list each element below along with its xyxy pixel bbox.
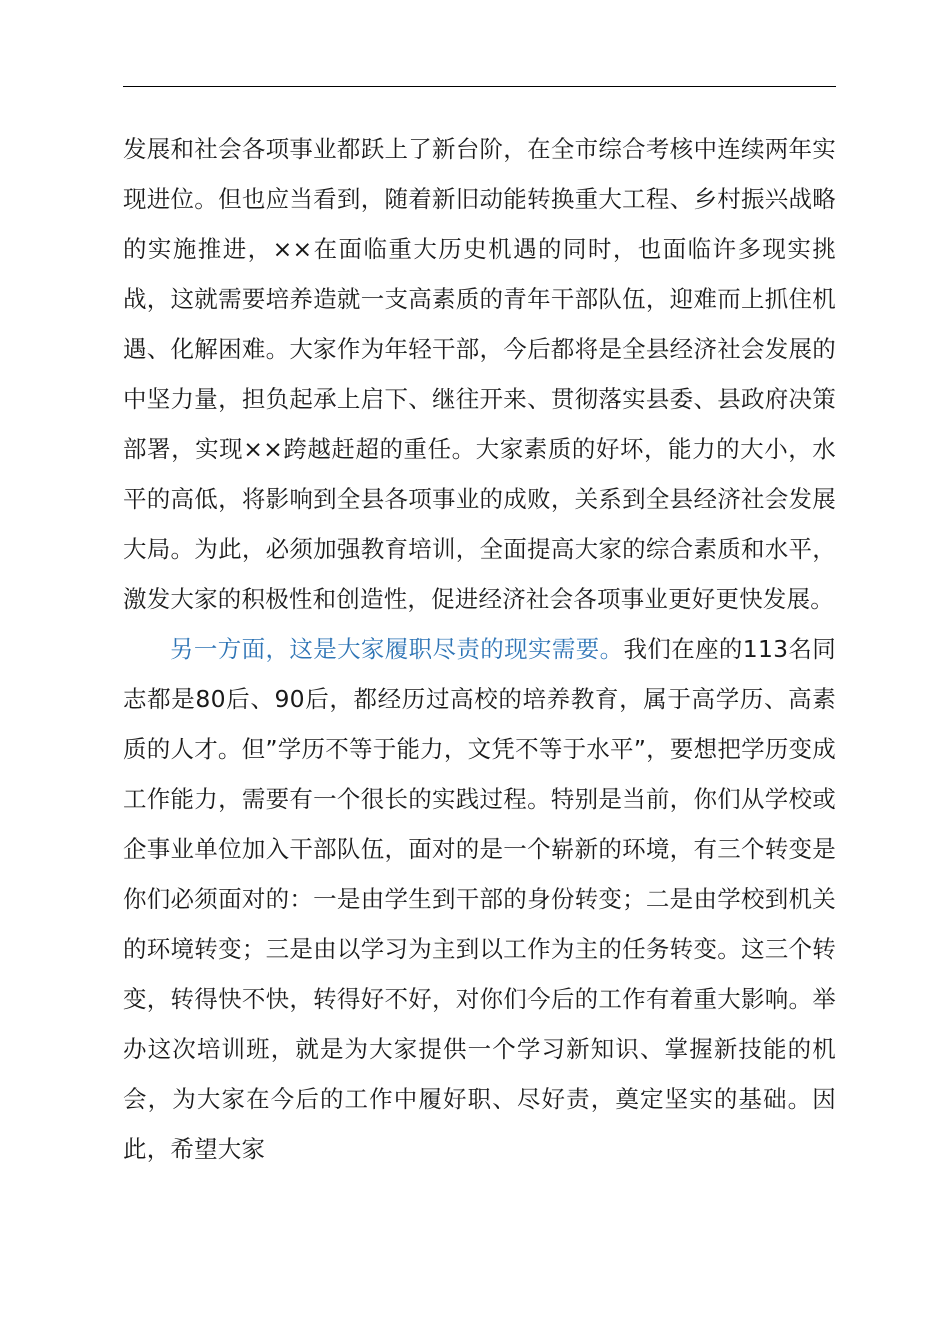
- paragraph-2: [123, 624, 836, 1174]
- header-rule: [123, 86, 836, 87]
- paragraph-2-heading: 另一方面，这是大家履职尽责的现实需要。: [170, 635, 624, 663]
- paragraph-2-body: 我们在座的113名同志都是80后、90后，都经历过高校的培养教育，属于高学历、高素质的人才。但”学历不等于能力，文凭不等于水平”，要想把学历变成工作能力，需要有一个很长的实践过程。特别是当前，你们从学校或企事业单位加入干部队伍，面对的是一个崭新的环境，有三个转变是你们必须面对的：一是由学生到干部的身份转变；二是由学校到机关的环境转变；三是由以学习为主到以工作为主的任务转变。这三个转变，转得快不快，转得好不好，对你们今后的工作有着重大影响。举办这次培训班，就是为大家提供一个学习新知识、掌握新技能的机会，为大家在今后的工作中履好职、尽好责，奠定坚实的基础。因此，希望大家: [123, 635, 836, 1163]
- paragraph-1: 发展和社会各项事业都跃上了新台阶，在全市综合考核中连续两年实现进位。但也应当看到，随着新旧动能转换重大工程、乡村振兴战略的实施推进，××在面临重大历史机遇的同时，也面临许多现实挑战，这就需要培养造就一支高素质的青年干部队伍，迎难而上抓住机遇、化解困难。大家作为年轻干部，今后都将是全县经济社会发展的中坚力量，担负起承上启下、继往开来、贯彻落实县委、县政府决策部署，实现××跨越赶超的重任。大家素质的好坏，能力的大小，水平的高低，将影响到全县各项事业的成败，关系到全县经济社会发展大局。为此，必须加强教育培训，全面提高大家的综合素质和水平，激发大家的积极性和创造性，促进经济社会各项事业更好更快发展。: [123, 135, 836, 613]
- document-body: [123, 124, 836, 1174]
